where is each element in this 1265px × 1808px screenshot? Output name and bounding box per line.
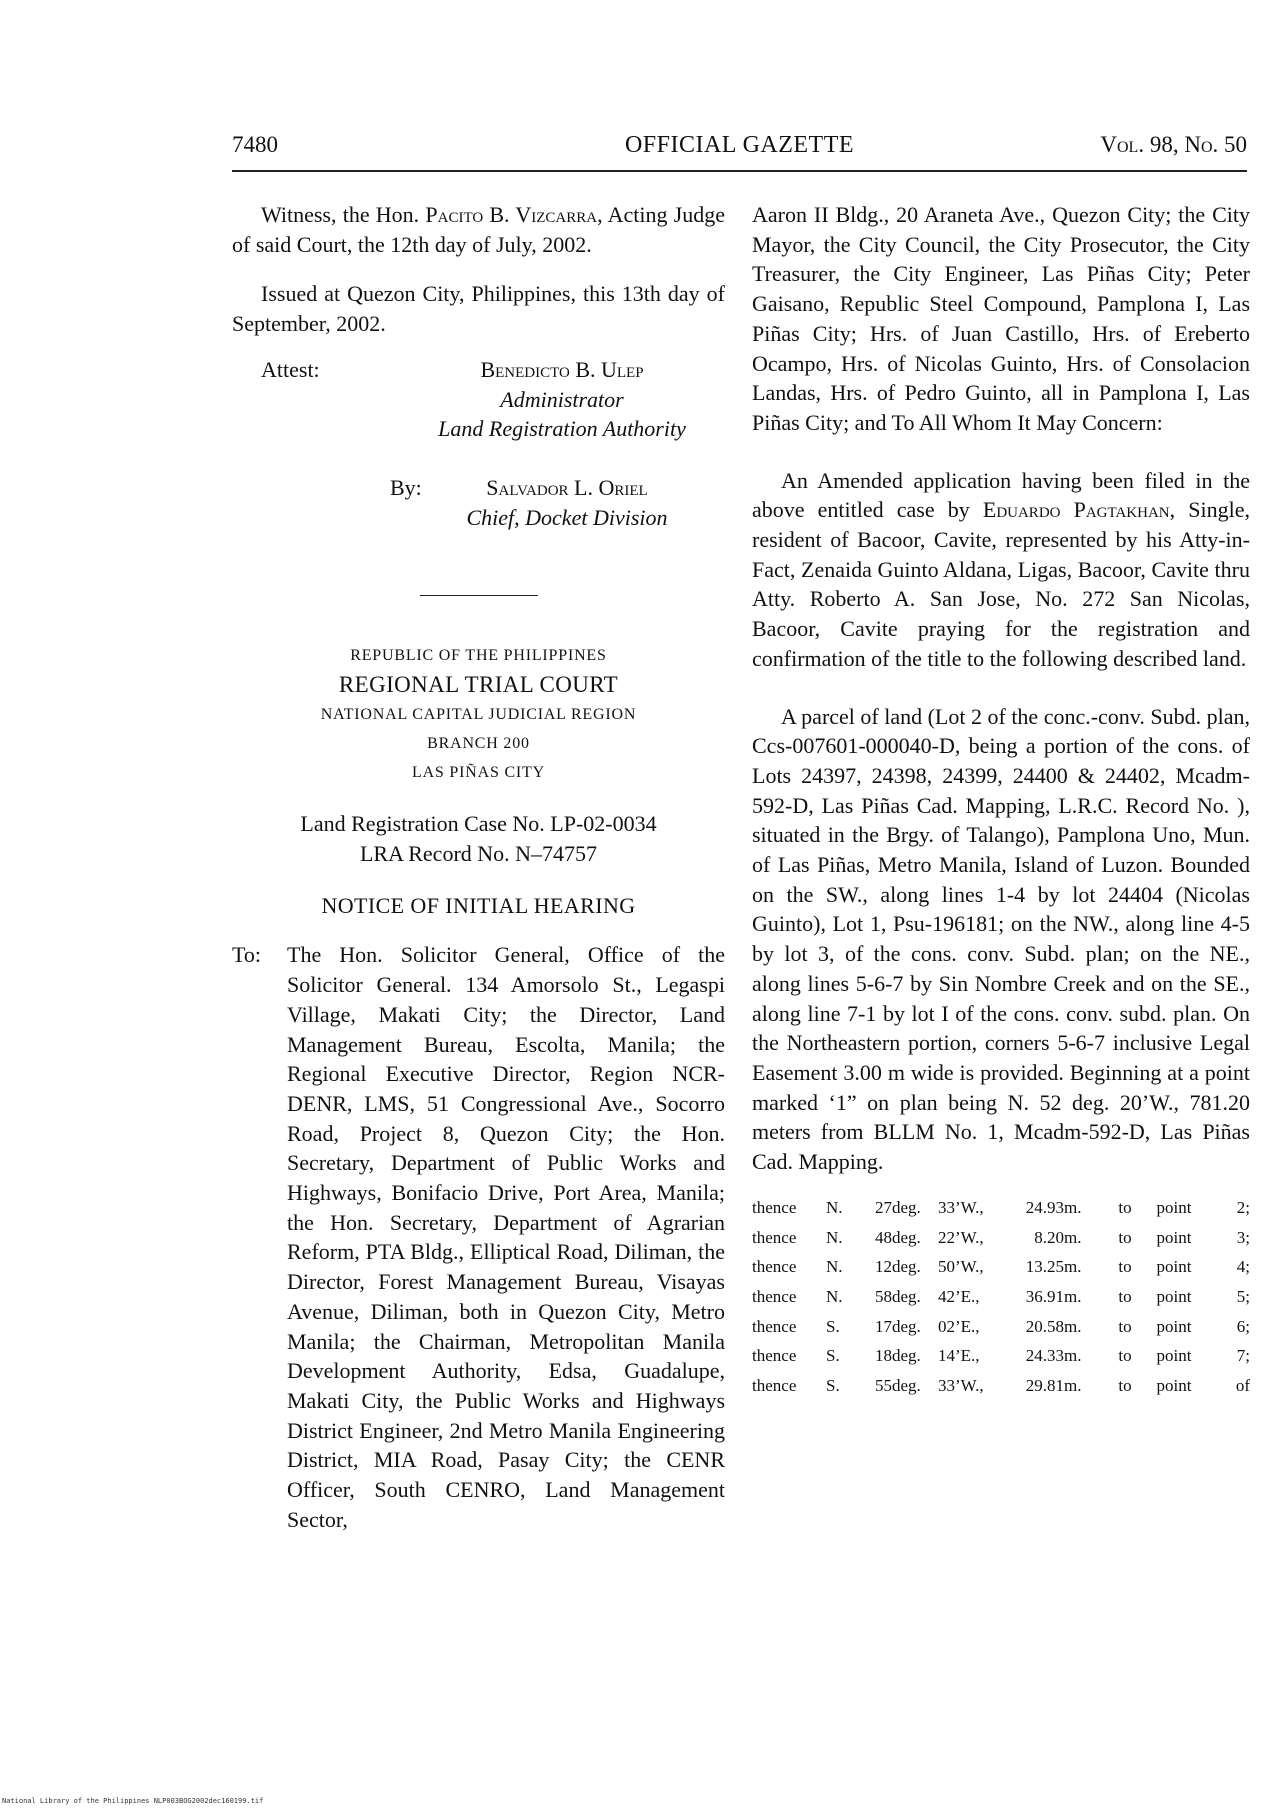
by-label: By:	[390, 474, 422, 500]
bearing-cell: to	[1118, 1227, 1132, 1247]
bearing-cell: 5;	[1236, 1286, 1250, 1306]
bearing-cell: to	[1118, 1316, 1132, 1336]
bearing-row	[752, 1312, 1250, 1342]
application-post: , Single, resident of Bacoor, Cavite, represented by his Atty-in-Fact, Zenaida Guinto Aldana, Ligas, Bacoor, Cavite thru Atty. Roberto A. San Jose, No. 272 San Nicolas, Bacoor, Cavite praying for the registration and confirmation of the title to the following described land.	[752, 497, 1250, 671]
bearing-cell: m.	[1064, 1346, 1082, 1366]
bearing-cell: point	[1156, 1257, 1192, 1277]
page-number: 7480	[232, 132, 278, 157]
bearing-cell: point	[1156, 1227, 1192, 1247]
bearing-cell: 33’W.,	[938, 1376, 984, 1396]
witness-pre: Witness, the Hon.	[261, 202, 426, 227]
bearing-cell: N.	[826, 1197, 843, 1217]
bearing-cell: 17	[875, 1316, 892, 1336]
bearing-cell: deg.	[892, 1257, 921, 1277]
application-pre: An Amended application having been filed in the above entitled case by	[752, 467, 1250, 523]
bearing-cell: N.	[826, 1257, 843, 1277]
bearing-row	[752, 1282, 1250, 1312]
bearing-cell: m.	[1064, 1197, 1082, 1217]
bearing-cell: 18	[875, 1346, 892, 1366]
bearing-cell: S.	[826, 1376, 840, 1396]
notice-title: NOTICE OF INITIAL HEARING	[321, 892, 636, 918]
bearing-cell: 33’W.,	[938, 1197, 984, 1217]
section-divider	[420, 595, 538, 597]
bearing-cell: thence	[752, 1316, 797, 1336]
lra-record-number: LRA Record No. N–74757	[359, 841, 598, 867]
bearing-cell: to	[1118, 1376, 1132, 1396]
bearing-cell: 48	[875, 1227, 892, 1247]
witness-name: Pacito B. Vizcarra	[425, 202, 598, 227]
bearings-table	[752, 1193, 1250, 1401]
bearing-row	[752, 1223, 1250, 1253]
bearing-cell: 50’W.,	[938, 1257, 984, 1277]
parcel-description: A parcel of land (Lot 2 of the conc.-conv. Subd. plan, Ccs-007601-000040-D, being a portion of the cons. of Lots 24397, 24398, 24399, 24400 & 24402, Mcadm-592-D, Las Piñas Cad. Mapping, L.R.C. Record No. ), situated in the Brgy. of Talango), Pamplona Uno, Mun. of Las Piñas, Metro Manila, Island of Luzon. Bounded on the SW., along lines 1-4 by lot 24404 (Nicolas Guinto), Lot 1, Psu-196181; on the NW., along line 4-5 by lot 3, of the cons. conv. Subd. plan; on the NE., along lines 5-6-7 by Sin Nombre Creek and on the SE., along line 7-1 by lot I of the cons. conv. subd. plan. On the Northeastern portion, corners 5-6-7 inclusive Legal Easement 3.00 m wide is provided. Beginning at a point marked ‘1” on plan being N. 52 deg. 20’W., 781.20 meters from BLLM No. 1, Mcadm-592-D, Las Piñas Cad. Mapping.	[752, 703, 1250, 1175]
bearing-row	[752, 1371, 1250, 1401]
bearing-cell: to	[1118, 1286, 1132, 1306]
bearing-cell: m.	[1064, 1286, 1082, 1306]
volume-number: Vol. 98, No. 50	[1100, 132, 1247, 157]
bearing-cell: 02’E.,	[938, 1316, 980, 1336]
bearing-cell: deg.	[892, 1227, 921, 1247]
bearing-row	[752, 1341, 1250, 1371]
bearing-cell: S.	[826, 1346, 840, 1366]
bearing-cell: of	[1235, 1376, 1250, 1396]
bearing-row	[752, 1252, 1250, 1282]
bearing-cell: to	[1118, 1346, 1132, 1366]
court-republic: REPUBLIC OF THE PHILIPPINES	[350, 647, 607, 665]
bearing-cell: 29.81	[1025, 1376, 1064, 1396]
bearing-cell: 4;	[1236, 1257, 1250, 1277]
addressees-text: The Hon. Solicitor General, Office of the Solicitor General. 134 Amorsolo St., Legaspi Village, Makati City; the Director, Land Management Bureau, Escolta, Manila; the Regional Executive Director, Region NCR-DENR, LMS, 51 Congressional Ave., Socorro Road, Project 8, Quezon City; the Hon. Secretary, Department of Public Works and Highways, Bonifacio Drive, Port Area, Manila; the Hon. Secretary, Department of Agrarian Reform, PTA Bldg., Elliptical Road, Diliman, the Director, Forest Management Bureau, Visayas Avenue, Diliman, both in Quezon City, Metro Manila; the Chairman, Metropolitan Manila Development Authority, Edsa, Guadalupe, Makati City, the Public Works and Highways District Engineer, 2nd Metro Manila Engineering District, MIA Road, Pasay City; the CENR Officer, South CENRO, Land Management Sector,	[287, 942, 725, 1532]
publication-title: OFFICIAL GAZETTE	[624, 132, 855, 158]
case-numbers	[232, 809, 725, 868]
application-paragraph	[752, 466, 1250, 674]
case-number: Land Registration Case No. LP-02-0034	[300, 811, 657, 837]
bearing-cell: 20.58	[1025, 1316, 1064, 1336]
bearing-cell: 24.33	[1025, 1346, 1064, 1366]
bearing-cell: to	[1118, 1257, 1132, 1277]
bearing-cell: m.	[1064, 1376, 1082, 1396]
bearing-cell: 7;	[1236, 1346, 1250, 1366]
bearing-cell: m.	[1064, 1227, 1082, 1247]
bearing-cell: point	[1156, 1316, 1192, 1336]
witness-paragraph	[232, 200, 725, 259]
left-column	[232, 200, 725, 1534]
court-region: NATIONAL CAPITAL JUDICIAL REGION	[320, 706, 637, 724]
archive-footer: National Library of the Philippines NLP003BOG2002dec160199.tif	[2, 1797, 264, 1805]
bearing-cell: N.	[826, 1227, 843, 1247]
bearing-cell: deg.	[892, 1197, 921, 1217]
bearing-cell: deg.	[892, 1286, 921, 1306]
bearing-cell: 36.91	[1025, 1286, 1064, 1306]
court-name: REGIONAL TRIAL COURT	[338, 672, 619, 698]
bearing-cell: 12	[875, 1257, 892, 1277]
bearing-cell: 27	[875, 1197, 892, 1217]
bearing-cell: thence	[752, 1346, 797, 1366]
bearing-cell: 14’E.,	[938, 1346, 980, 1366]
bearing-cell: deg.	[892, 1376, 921, 1396]
bearing-row	[752, 1193, 1250, 1223]
bearing-cell: 58	[875, 1286, 892, 1306]
by-signatory	[432, 473, 702, 532]
applicant-name: Eduardo Pagtakhan	[982, 497, 1170, 523]
bearing-cell: point	[1156, 1286, 1192, 1306]
bearing-cell: point	[1156, 1376, 1192, 1396]
bearing-cell: thence	[752, 1257, 797, 1277]
bearing-cell: 13.25	[1025, 1257, 1064, 1277]
bearing-cell: thence	[752, 1227, 797, 1247]
to-label: To:	[232, 942, 262, 968]
bearing-cell: 24.93	[1025, 1197, 1064, 1217]
witness-post: , Acting Judge of said Court, the 12th day of July, 2002.	[232, 202, 726, 257]
bearing-cell: to	[1118, 1197, 1132, 1217]
bearing-cell: thence	[752, 1286, 797, 1306]
bearing-cell: 8.20	[1034, 1227, 1064, 1247]
attest-title: Administrator	[500, 386, 624, 412]
bearing-cell: 55	[875, 1376, 892, 1396]
right-column	[752, 200, 1250, 1401]
bearing-cell: thence	[752, 1376, 797, 1396]
court-branch: BRANCH 200	[427, 735, 530, 753]
by-name: Salvador L. Oriel	[486, 474, 648, 500]
bearing-cell: m.	[1064, 1316, 1082, 1336]
issued-paragraph: Issued at Quezon City, Philippines, this 13th day of September, 2002.	[232, 281, 725, 337]
bearing-cell: 2;	[1236, 1197, 1250, 1217]
bearing-cell: 6;	[1236, 1316, 1250, 1336]
attest-label: Attest:	[261, 356, 320, 382]
attest-signatory	[402, 355, 722, 444]
bearing-cell: N.	[826, 1286, 843, 1306]
attest-name: Benedicto B. Ulep	[480, 356, 644, 382]
bearing-cell: deg.	[892, 1316, 921, 1336]
by-title: Chief, Docket Division	[466, 504, 668, 530]
header-rule	[232, 170, 1247, 172]
bearing-cell: S.	[826, 1316, 840, 1336]
bearing-cell: m.	[1064, 1257, 1082, 1277]
court-city: LAS PIÑAS CITY	[412, 764, 545, 782]
bearing-cell: point	[1156, 1346, 1192, 1366]
bearing-cell: point	[1156, 1197, 1192, 1217]
bearing-cell: 3;	[1236, 1227, 1250, 1247]
page-header	[232, 128, 1247, 168]
attest-block	[232, 355, 725, 565]
bearing-cell: 42’E.,	[938, 1286, 980, 1306]
bearing-cell: thence	[752, 1197, 797, 1217]
attest-agency: Land Registration Authority	[438, 416, 686, 442]
addressees-paragraph	[232, 940, 725, 1534]
bearing-cell: deg.	[892, 1346, 921, 1366]
addressees-continued: Aaron II Bldg., 20 Araneta Ave., Quezon City; the City Mayor, the City Council, the City Prosecutor, the City Treasurer, the City Engineer, Las Piñas City; Peter Gaisano, Republic Steel Compound, Pamplona I, Las Piñas City; Hrs. of Juan Castillo, Hrs. of Ereberto Ocampo, Hrs. of Nicolas Guinto, Hrs. of Consolacion Landas, Hrs. of Pedro Guinto, all in Pamplona I, Las Piñas City; and To All Whom It May Concern:	[752, 202, 1250, 435]
bearing-cell: 22’W.,	[938, 1227, 984, 1247]
court-heading	[232, 641, 725, 787]
